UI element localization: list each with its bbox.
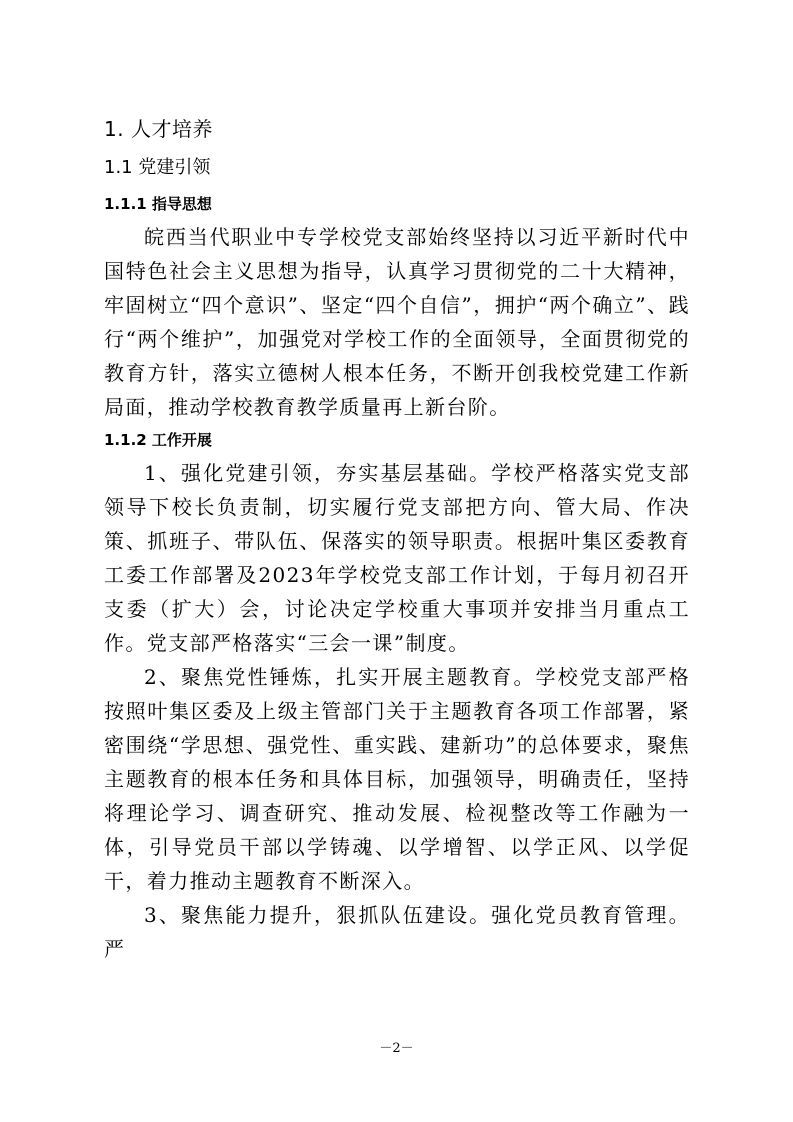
heading-guiding-ideology: 1.1.1 指导思想 (104, 195, 212, 213)
heading-work-progress: 1.1.2 工作开展 (104, 431, 212, 449)
page-number: －2－ (379, 1041, 414, 1056)
paragraph-work-item-3: 3、聚焦能力提升，狠抓队伍建设。强化党员教育管理。严 (104, 903, 690, 961)
heading-talent-cultivation: 1. 人才培养 (104, 117, 213, 141)
heading-party-building: 1.1 党建引领 (104, 157, 211, 178)
paragraph-guiding-ideology: 皖西当代职业中专学校党支部始终坚持以习近平新时代中国特色社会主义思想为指导，认真学习贯彻党的二十大精神，牢固树立“四个意识”、坚定“四个自信”，拥护“两个确立”、践行“两个维护”，加强党对学校工作的全面领导，全面贯彻党的教育方针，落实立德树人根本任务，不断开创我校党建工作新局面，推动学校教育教学质量再上新台阶。 (104, 225, 690, 419)
document-body (104, 112, 690, 966)
paragraph-work-item-1: 1、强化党建引领，夯实基层基础。学校严格落实党支部领导下校长负责制，切实履行党支部把方向、管大局、作决策、抓班子、带队伍、保落实的领导职责。根据叶集区委教育工委工作部署及2023年学校党支部工作计划，于每月初召开支委（扩大）会，讨论决定学校重大事项并安排当月重点工作。党支部严格落实“三会一课”制度。 (104, 461, 690, 655)
paragraph-work-item-2: 2、聚焦党性锤炼，扎实开展主题教育。学校党支部严格按照叶集区委及上级主管部门关于主题教育各项工作部署，紧密围绕“学思想、强党性、重实践、建新功”的总体要求，聚焦主题教育的根本任务和具体目标，加强领导，明确责任，坚持将理论学习、调查研究、推动发展、检视整改等工作融为一体，引导党员干部以学铸魂、以学增智、以学正风、以学促干，着力推动主题教育不断深入。 (104, 665, 690, 893)
